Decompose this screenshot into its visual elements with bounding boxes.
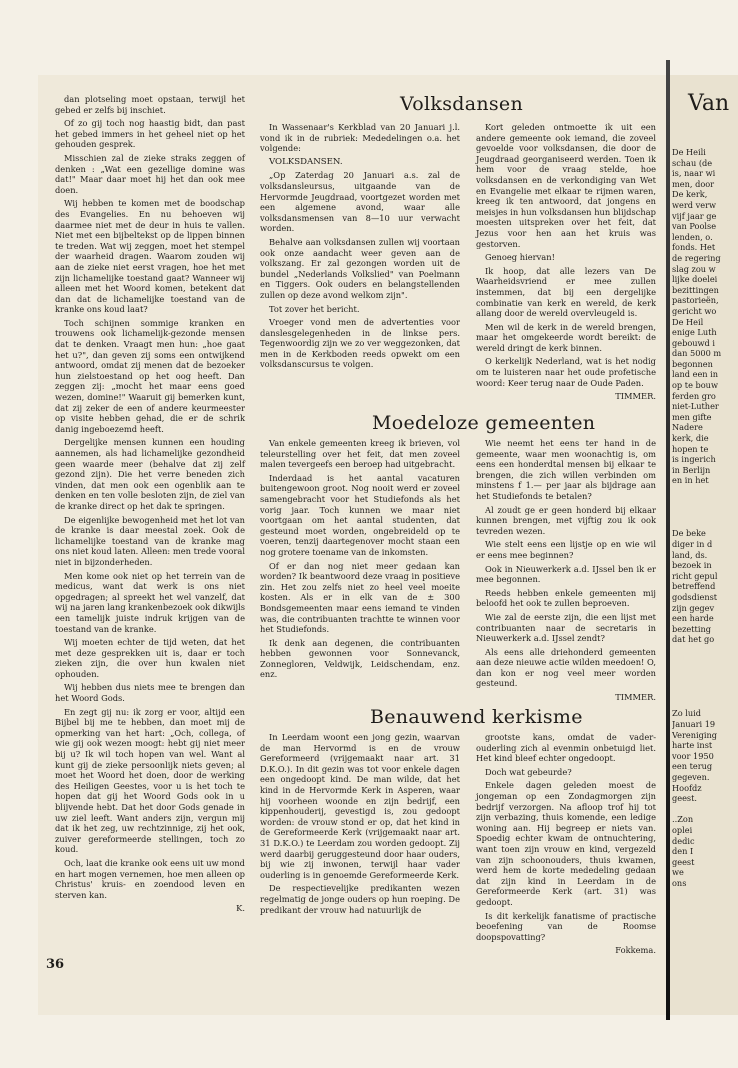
right-page-line: diger in d bbox=[672, 538, 713, 549]
right-page-line: voor 1950 bbox=[672, 750, 714, 761]
paragraph: O kerkelijk Nederland, wat is het nodig om te luisteren naar het oude profetische woord: Keer terug naar de Oude Paden. bbox=[476, 356, 656, 388]
right-page-line: gericht wo bbox=[672, 305, 717, 316]
right-page-line bbox=[672, 497, 738, 508]
right-page-line: zijn gegev bbox=[672, 602, 715, 613]
paragraph: Is dit kerkelijk fanatisme of practische beoefening van de Roomse doopspovatting? bbox=[476, 910, 656, 942]
paragraph: Of zo gij toch nog haastig bidt, dan past het gebed immers in het geheel niet op het gehouden gesprek. bbox=[55, 118, 245, 150]
kerkisme-col-b bbox=[476, 732, 656, 962]
paragraph: Wie zal de eerste zijn, die een lijst met contribuanten naar de secretaris in Nieuwerkerk a.d. IJssel zendt? bbox=[476, 611, 656, 644]
paragraph: Wie stelt eens een lijstje op en wie wil er eens mee beginnen? bbox=[476, 539, 656, 560]
right-page-line: ons bbox=[672, 877, 687, 888]
right-page-line: men gifte bbox=[672, 411, 712, 422]
moedeloze-col-a bbox=[260, 438, 460, 683]
paragraph: Men kome ook niet op het terrein van de medicus, want dat werk is ons niet opgedragen; al spreekt het wel vanzelf, dat wij na jaren lang krankenbezoek ook dikwijls een tamelijk juiste indruk krijgen van de toestand van de kranke. bbox=[55, 570, 245, 634]
paragraph: Van enkele gemeenten kreeg ik brieven, vol teleurstelling over het feit, dat men zoveel malen tevergeefs een beroep had uitgebracht. bbox=[260, 438, 460, 470]
right-page-line: hopen te bbox=[672, 443, 709, 454]
paragraph: En zegt gij nu: ik zorg er voor, altijd een Bijbel bij me te hebben, dan moet mij de opmerking van het hart: „Och, collega, of wie gij ook wezen moogt: hebt gij niet meer bij u? Ik wil toch hopen van wel. Want al kunt gij de zieke persoonlijk niets geven; al moet het Woord het doen, door de werking des Heiligen Geestes, voor u is het toch te hopen dat gij het Woord Gods ook in u blijvende hebt. Dat het door Gods genade in uw ziel leeft. Want anders zijn, vergun mij dat ik het zeg, uw rechtzinnige, zij het ook, zuiver gereformeerde stellingen, toch zo koud. bbox=[55, 706, 245, 855]
right-page-line: we bbox=[672, 867, 684, 878]
paragraph: Behalve aan volksdansen zullen wij voortaan ook onze aandacht weer geven aan de volkszang. Er zal gezongen worden uit de bundel „Nederlands Volkslied" van Poelmann en Tiggers. Ook ouders en belangstellenden zullen op deze avond welkom zijn". bbox=[260, 236, 460, 300]
right-page-line bbox=[672, 656, 738, 667]
right-page-line: gebouwd i bbox=[672, 337, 716, 348]
paragraph: In Leerdam woont een jong gezin, waarvan de man Hervormd is en de vrouw Gereformeerd (vrijgemaakt naar art. 31 D.K.O.). In dit gezin was tot voor enkele dagen een ongedoopt kind. De man wilde, dat het kind in de Hervormde Kerk in Asperen, waar hij voorheen woonde en zijn bedrijf, een kippenhouderij, gevestigd is, zou gedoopt worden: de vrouw stond er op, dat het kind in de Gereformeerde Kerk (vrijgemaakt naar art. 31 D.K.O.) te Leerdam zou worden gedoopt. Zij werd daarbij geruggesteund door haar ouders, bij wie zij inwonen, terwijl haar vader ouderling is in genoemde Gereformeerde Kerk. bbox=[260, 732, 460, 880]
volksdansen-col-b bbox=[476, 122, 656, 408]
paragraph: Wij moeten echter de tijd weten, dat het met deze gesprekken uit is, daar er toch zieken zijn, die over hun kwalen niet ophouden. bbox=[55, 637, 245, 679]
right-page-line: harte inst bbox=[672, 740, 713, 751]
right-page-line: land een in bbox=[672, 369, 719, 380]
right-page-line: dedic bbox=[672, 835, 695, 846]
right-page-line: pastorieën, bbox=[672, 295, 719, 306]
paragraph: Of er dan nog niet meer gedaan kan worden? Ik beantwoord deze vraag in positieve zin. Het zou zelfs niet zo heel veel moeite kosten. Als er in elk van de ± 300 Bondsgemeenten maar eens iemand te vinden was, die contribuanten trachtte te winnen voor het Studiefonds. bbox=[260, 560, 460, 635]
paragraph: Ik denk aan degenen, die contribuanten hebben gewonnen voor Sonnevanck, Zonnegloren, Veldwijk, Leidschendam, enz. enz. bbox=[260, 637, 460, 680]
right-page-line: niet-Luther bbox=[672, 401, 719, 412]
right-page-line: werd verw bbox=[672, 199, 717, 210]
right-page-line: men, door bbox=[672, 178, 715, 189]
right-page-line: geest. bbox=[672, 793, 698, 804]
column-left bbox=[55, 94, 245, 920]
paragraph: De respectievelijke predikanten wezen regelmatig de jonge ouders op hun roeping. De predikant der vrouw had natuurlijk de bbox=[260, 883, 460, 915]
right-page-line: De beke bbox=[672, 528, 706, 539]
paragraph: Och, laat die kranke ook eens uit uw mond en hart mogen vernemen, hoe men alleen op Christus' kruis- en zoendood leven en sterven kan. bbox=[55, 857, 245, 900]
paragraph: Doch wat gebeurde? bbox=[485, 766, 572, 777]
right-page-line: schau (de bbox=[672, 157, 713, 168]
right-page-line bbox=[672, 518, 738, 529]
volksdansen-col-a bbox=[260, 122, 460, 373]
right-page-line: dan 5000 m bbox=[672, 348, 722, 359]
paragraph: Men wil de kerk in de wereld brengen, maar het omgekeerde wordt bereikt: de wereld dringt de kerk binnen. bbox=[476, 321, 656, 353]
paragraph: Genoeg hiervan! bbox=[485, 252, 555, 263]
title-moedeloze-gemeenten: Moedeloze gemeenten bbox=[372, 412, 596, 434]
paragraph: Wij hebben te komen met de boodschap des Evangelies. En nu behoeven wij daarmee niet met de deur in huis te vallen. Niet met een bijbeltekst op de lippen binnen te treden. Wat wij zeggen, moet het stempel der waarheid dragen. Waarom zouden wij aan de zieke niet eerst vragen, hoe het met zijn lichamelijke toestand gaat? Wanneer wij alleen met het Woord komen, betekent dat dan dat de lichamelijke toestand van de kranke ons koud laat? bbox=[55, 198, 245, 315]
right-page-line: in Berlijn bbox=[672, 464, 711, 475]
right-page-line: De Heili bbox=[672, 147, 706, 157]
right-page-line: de regering bbox=[672, 252, 721, 263]
kerkisme-col-a bbox=[260, 732, 460, 918]
right-page-line: den I bbox=[672, 846, 694, 857]
paragraph: dan plotseling moet opstaan, terwijl het gebed er zelfs bij inschiet. bbox=[55, 94, 245, 115]
right-page-title: Van bbox=[688, 91, 730, 116]
right-page-line: op te bouw bbox=[672, 380, 718, 391]
right-page-line: gegeven. bbox=[672, 772, 710, 783]
paragraph: Wie neemt het eens ter hand in de gemeente, waar men woonachtig is, om eens een honderdtal mensen bij elkaar te brengen, die zich willen verbinden om minstens f 1.— per jaar als bijdrage aan het Studiefonds te betalen? bbox=[476, 438, 656, 501]
paragraph: Misschien zal de zieke straks zeggen of denken : „Wat een gezellige domine was dat!" Maar daar moet hij het dan ook mee doen. bbox=[55, 152, 245, 195]
paragraph: Enkele dagen geleden moest de jongeman op een Zondagmorgen zijn bedrijf verzorgen. Na afloop trof hij tot zijn verbazing, thuis komende, een ledige woning aan. Hij begreep er niets van. Spoedig echter kwam de ontnuchtering, want toen zijn vrouw en kind, vergezeld van zijn schoonouders, thuis kwamen, werd hem de korte mededeling gedaan dat zijn kind in Leerdam in de Gereformeerde Kerk (art. 31) was gedoopt. bbox=[476, 780, 656, 907]
paragraph: Wij hebben dus niets mee te brengen dan het Woord Gods. bbox=[55, 682, 245, 704]
paragraph: Ik hoop, dat alle lezers van De Waarheidsvriend er mee zullen instemmen, dat bij een dergelijke combinatie van kerk en wereld, de kerk allang door de wereld overvleugeld is. bbox=[476, 265, 656, 319]
right-page-line: van Poolse bbox=[672, 221, 717, 232]
signature: TIMMER. bbox=[615, 391, 656, 402]
title-benauwend-kerkisme: Benauwend kerkisme bbox=[370, 706, 583, 728]
right-page-line: bezittingen bbox=[672, 284, 719, 295]
right-page-line: De kerk, bbox=[672, 189, 708, 200]
paragraph: Vroeger vond men de advertenties voor danslesgelegenheden in de linkse pers. Tegenwoordig zijn we zo ver weggezonken, dat men in de Kerkboden reeds opwekt om een volksdanscursus te volgen. bbox=[260, 317, 460, 370]
page-number: 36 bbox=[46, 957, 65, 972]
paragraph: „Op Zaterdag 20 Januari a.s. zal de volksdansleursus, uitgaande van de Hervormde Jeugdraad, voortgezet worden met een algemene avond, waar alle volksdansmensen van 8—10 uur verwacht worden. bbox=[260, 170, 460, 234]
paragraph: Als eens alle driehonderd gemeenten aan deze nieuwe actie wilden meedoen! O, dan kon er nog veel meer worden gesteund. bbox=[476, 646, 656, 689]
right-page-line: Vereniging bbox=[672, 729, 718, 740]
paragraph: Kort geleden ontmoette ik uit een andere gemeente ook iemand, die zoveel gevoelde voor volksdansen, die door de Jeugdraad georganiseerd werden. Toen ik hem voor de vraag stelde, hoe volksdansen en de verkondiging van Wet en Evangelie met elkaar te rijmen waren, kreeg ik ten antwoord, dat jongens en meisjes in hun volksdansen hun blijdschap moesten uitspreken over het feit, dat Jezus voor hen aan het kruis was gestorven. bbox=[476, 122, 656, 249]
right-page-line: oplei bbox=[672, 825, 693, 835]
right-page-line: ..Zon bbox=[672, 814, 694, 825]
right-page-line: een terug bbox=[672, 761, 713, 772]
paragraph: VOLKSDANSEN. bbox=[269, 156, 343, 167]
paragraph: De eigenlijke bewogenheid met het lot van de kranke is daar meestal zoek. Ook de lichamelijke toestand van de kranke mag ons niet koud laten. Alleen: men trede vooral niet in bijzonderheden. bbox=[55, 514, 245, 567]
paragraph: Toch schijnen sommige kranken en trouwens ook lichamelijk-gezonde mensen dat te denken. Vraagt men hun: „hoe gaat het u?", dan geven zij soms een ontwijkend antwoord, omdat zij menen dat de bezoeker hun zielstoestand op het oog heeft. Dan zeggen zij: „mocht het maar eens goed wezen, domine!" Waaruit gij bemerken kunt, dat zij zeker de een of andere keurmeester op visite hebben gehad, die er de schrik danig ingeboezemd heeft. bbox=[55, 317, 245, 434]
paragraph: In Wassenaar's Kerkblad van 20 Januari j.l. vond ik in de rubriek: Mededelingen o.a. het volgende: bbox=[260, 122, 460, 154]
right-page-line: Zo luid bbox=[672, 708, 701, 719]
right-page-line: lenden, o. bbox=[672, 231, 713, 242]
right-page-fragment bbox=[670, 75, 738, 1015]
paragraph: Reeds hebben enkele gemeenten mij beloofd het ook te zullen beproeven. bbox=[476, 587, 656, 609]
right-page-line: bezetting bbox=[672, 623, 711, 634]
right-page-line: enige Luth bbox=[672, 327, 717, 338]
right-page-line: richt gepul bbox=[672, 570, 718, 581]
right-page-line: is, naar wi bbox=[672, 168, 716, 179]
signature: Fokkema. bbox=[615, 945, 656, 956]
right-page-line: is ingerich bbox=[672, 454, 716, 465]
right-page-line: slag zou w bbox=[672, 263, 716, 274]
right-page-line: en in het bbox=[672, 475, 709, 486]
right-page-line: De Heil bbox=[672, 316, 704, 327]
signature: TIMMER. bbox=[615, 692, 656, 703]
right-page-line bbox=[672, 645, 738, 656]
right-page-line: betreffend bbox=[672, 581, 716, 592]
right-page-line bbox=[672, 677, 738, 688]
right-page-line: begonnen bbox=[672, 358, 713, 369]
right-page-line bbox=[672, 666, 738, 677]
right-page-line: godsdienst bbox=[672, 591, 718, 602]
right-page-line: dat het go bbox=[672, 634, 715, 645]
right-page-line bbox=[672, 804, 738, 815]
title-volksdansen: Volksdansen bbox=[400, 93, 524, 115]
right-page-line bbox=[672, 687, 738, 698]
right-page-line: land, ds. bbox=[672, 549, 708, 560]
paragraph: Dergelijke mensen kunnen een houding aannemen, als had lichamelijke gezondheid geen waarde meer (behalve dat zij zelf gezond zijn). Die het verre beneden zich vinden, dat men ook een ogenblik aan te denken en ten volle besloten zijn, de ziel van de kranke direct op het dak te springen. bbox=[55, 437, 245, 511]
paragraph: Al zoudt ge er geen honderd bij elkaar kunnen brengen, met vijftig zou ik ook tevreden wezen. bbox=[476, 504, 656, 536]
paragraph: grootste kans, omdat de vader-ouderling zich al evenmin onbetuigd liet. Het kind bleef echter ongedoopt. bbox=[476, 732, 656, 764]
right-page-line: geest bbox=[672, 856, 695, 867]
right-page-line: vijf jaar ge bbox=[672, 210, 717, 221]
right-page-line: kerk, die bbox=[672, 433, 709, 444]
right-page-line: ferden gro bbox=[672, 390, 716, 401]
right-page-line bbox=[672, 486, 738, 497]
paragraph: Inderdaad is het aantal vacaturen buitengewoon groot. Nog nooit werd er zoveel samengebracht voor het Studiefonds als het vorig jaar. Toch kunnen we maar niet voortgaan om het aantal studenten, dat gesteund moet worden, ongebreideld op te voeren, tenzij daartegenover mocht staan een nog grotere toename van de inkomsten. bbox=[260, 472, 460, 557]
right-page-line bbox=[672, 507, 738, 518]
right-page-line: Nadere bbox=[672, 422, 703, 433]
right-page-line: bezoek in bbox=[672, 560, 712, 571]
moedeloze-col-b bbox=[476, 438, 656, 709]
right-page-line: een harde bbox=[672, 613, 714, 624]
paragraph: Tot zover het bericht. bbox=[269, 303, 360, 314]
right-page-line: fonds. Het bbox=[672, 242, 716, 253]
right-page-text bbox=[672, 147, 738, 889]
right-page-line bbox=[672, 698, 738, 709]
right-page-line: Hoofdz bbox=[672, 782, 702, 793]
right-page-line: lijke doelei bbox=[672, 274, 718, 285]
paragraph: Ook in Nieuwerkerk a.d. IJssel ben ik er mee begonnen. bbox=[476, 563, 656, 585]
signature: K. bbox=[236, 903, 245, 914]
right-page-line: Januari 19 bbox=[672, 719, 716, 730]
